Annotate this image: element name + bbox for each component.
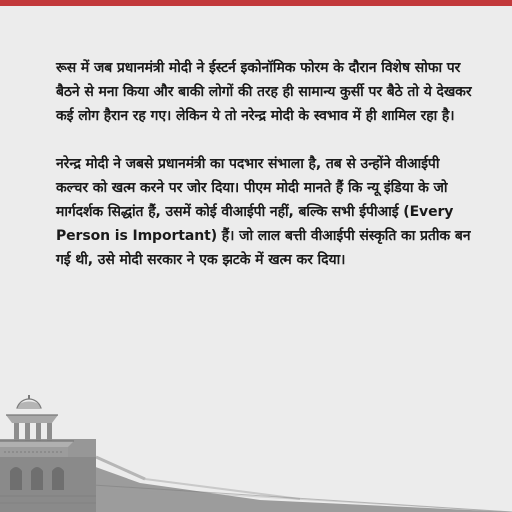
- article-body: [56, 56, 476, 272]
- building-illustration: [0, 395, 512, 512]
- paragraph-2: नरेन्द्र मोदी ने जबसे प्रधानमंत्री का पदभार संभाला है, तब से उन्होंने वीआईपी कल्चर को खत्म करने पर जोर दिया। पीएम मोदी मानते हैं कि न्यू इंडिया के जो मार्गदर्शक सिद्धांत हैं, उसमें कोई वीआईपी नहीं, बल्कि सभी ईपीआई (Every Person is Important) हैं। जो लाल बत्ती वीआईपी संस्कृति का प्रतीक बन गई थी, उसे मोदी सरकार ने एक झटके में खत्म कर दिया।: [56, 156, 471, 268]
- paragraph-1: रूस में जब प्रधानमंत्री मोदी ने ईस्टर्न इकोनॉमिक फोरम के दौरान विशेष सोफा पर बैठने से मना किया और बाकी लोगों की तरह ही सामान्य कुर्सी पर बैठे तो ये देखकर कई लोग हैरान रह गए। लेकिन ये तो नरेन्द्र मोदी के स्वभाव में ही शामिल रहा है।: [56, 60, 472, 124]
- top-accent-bar: [0, 0, 512, 6]
